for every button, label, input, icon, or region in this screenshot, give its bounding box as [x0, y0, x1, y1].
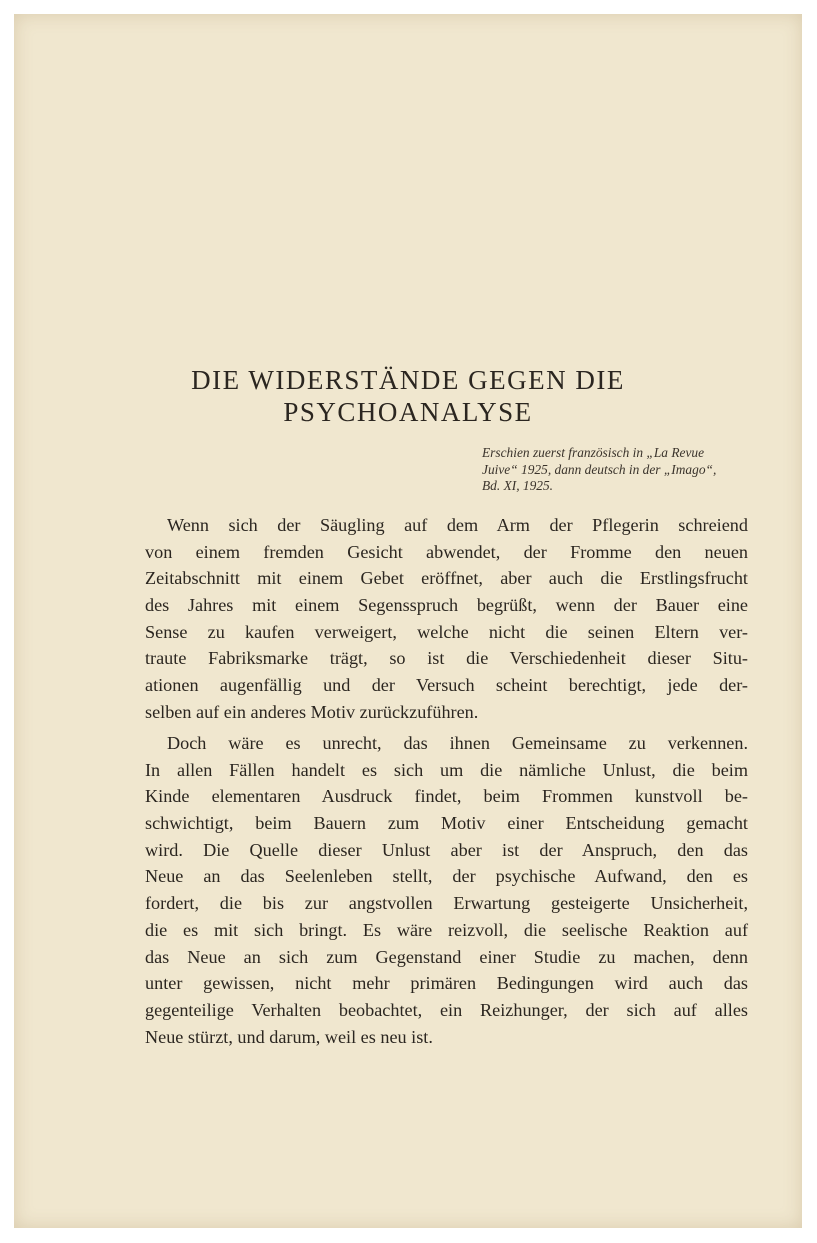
text-line: gegenteilige Verhalten beobachtet, ein Reizhunger, der sich auf alles	[145, 999, 748, 1020]
text-line: fordert, die bis zur angstvollen Erwartung gesteigerte Unsicherheit,	[145, 893, 748, 914]
text-line: Sense zu kaufen verweigert, welche nicht die seinen Eltern ver-	[145, 621, 748, 642]
text-line: von einem fremden Gesicht abwendet, der Fromme den neuen	[145, 541, 748, 562]
text-line: Neue stürzt, und darum, weil es neu ist.	[145, 1026, 433, 1047]
text-line: In allen Fällen handelt es sich um die nämliche Unlust, die beim	[145, 759, 748, 780]
chapter-title-line-1: DIE WIDERSTÄNDE GEGEN DIE	[191, 365, 625, 395]
text-line: Neue an das Seelenleben stellt, der psychische Aufwand, den es	[145, 866, 748, 887]
text-line: schwichtigt, beim Bauern zum Motiv einer Entscheidung gemacht	[145, 813, 748, 834]
text-line: ationen augenfällig und der Versuch scheint berechtigt, jede der-	[145, 675, 748, 696]
publication-note-line: Bd. XI, 1925.	[482, 478, 554, 493]
book-page	[14, 14, 802, 1228]
text-line: selben auf ein anderes Motiv zurückzuführen.	[145, 701, 479, 722]
publication-note-line: Erschien zuerst französisch in „La Revue	[482, 445, 705, 460]
text-line: wird. Die Quelle dieser Unlust aber ist der Anspruch, den das	[145, 839, 748, 860]
paragraph-2	[145, 730, 748, 1050]
text-line: des Jahres mit einem Segensspruch begrüßt, wenn der Bauer eine	[145, 595, 748, 616]
text-line: das Neue an sich zum Gegenstand einer Studie zu machen, denn	[145, 946, 748, 967]
chapter-title-line-2: PSYCHOANALYSE	[283, 397, 533, 427]
publication-note	[482, 445, 767, 495]
text-line: Kinde elementaren Ausdruck findet, beim Frommen kunstvoll be-	[145, 786, 748, 807]
text-line: Zeitabschnitt mit einem Gebet eröffnet, aber auch die Erstlingsfrucht	[145, 568, 748, 589]
text-line: unter gewissen, nicht mehr primären Bedingungen wird auch das	[145, 973, 748, 994]
text-line: Wenn sich der Säugling auf dem Arm der Pflegerin schreiend	[167, 515, 748, 535]
text-line: die es mit sich bringt. Es wäre reizvoll, die seelische Reaktion auf	[145, 919, 748, 940]
publication-note-line: Juive“ 1925, dann deutsch in der „Imago“,	[482, 461, 717, 477]
text-line: traute Fabriksmarke trägt, so ist die Verschiedenheit dieser Situ-	[145, 648, 748, 669]
text-line: Doch wäre es unrecht, das ihnen Gemeinsame zu verkennen.	[167, 733, 748, 753]
paragraph-1	[145, 512, 748, 726]
